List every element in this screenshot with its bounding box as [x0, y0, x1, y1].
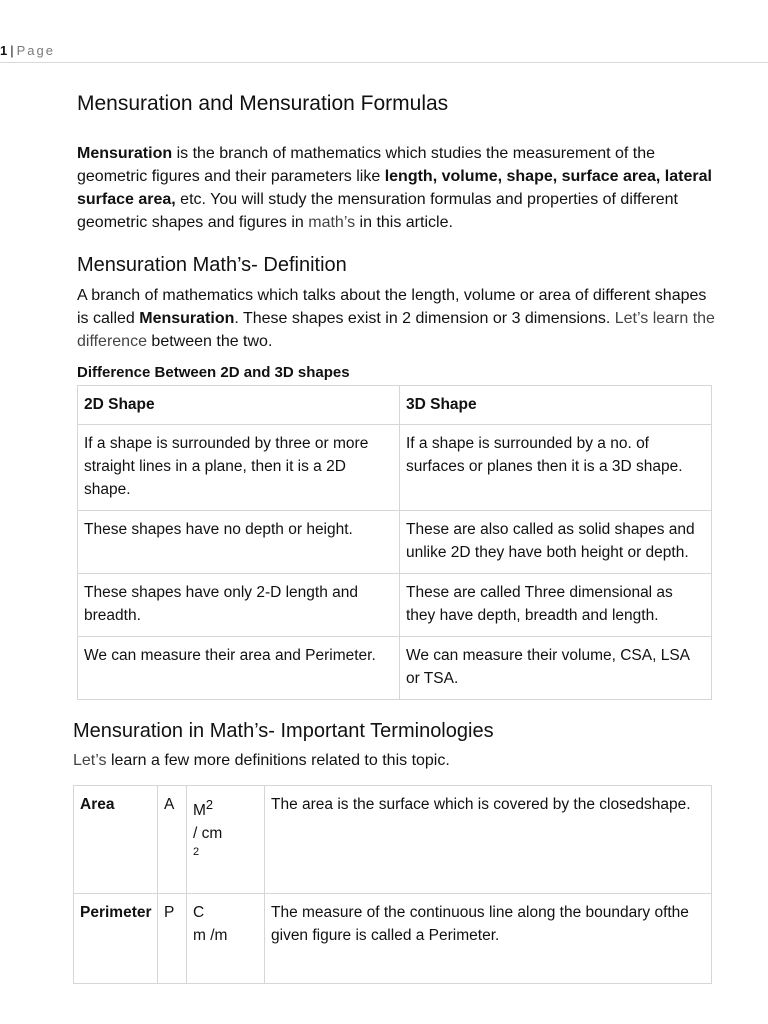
term-description: The measure of the continuous line along the boundary ofthe given figure is called a Perimeter.: [265, 894, 712, 984]
table-row: [74, 786, 712, 894]
unit-line-2: m /m: [193, 927, 228, 944]
cell-3d: These are also called as solid shapes and unlike 2D they have both height or depth.: [400, 511, 712, 574]
terminology-table: [73, 785, 712, 984]
header-3d: 3D Shape: [400, 386, 712, 425]
table-header-row: [78, 386, 712, 425]
table-row: [78, 637, 712, 700]
cell-3d: If a shape is surrounded by a no. of surfaces or planes then it is a 3D shape.: [400, 425, 712, 511]
cell-2d: These shapes have only 2-D length and breadth.: [78, 574, 400, 637]
document-body: [73, 88, 717, 984]
terminology-heading: Mensuration in Math’s- Important Terminologies: [73, 720, 494, 742]
unit-superscript: 2: [205, 797, 214, 812]
difference-table: [77, 385, 712, 700]
page-word: Page: [16, 43, 55, 58]
terminology-intro-lets: Let’s: [73, 752, 107, 769]
intro-maths-link[interactable]: math’s: [308, 214, 356, 231]
intro-text-3: in this article.: [355, 214, 453, 231]
term-unit: [187, 894, 265, 984]
cell-2d: We can measure their area and Perimeter.: [78, 637, 400, 700]
unit-line-3: 2: [193, 846, 200, 859]
table-row: [74, 894, 712, 984]
page-separator: |: [10, 43, 14, 58]
intro-text-2: etc. You will study the mensuration formulas and properties of different geometric shapes and figures in: [77, 191, 678, 231]
definition-heading: Mensuration Math’s- Definition: [77, 254, 347, 276]
cell-2d: These shapes have no depth or height.: [78, 511, 400, 574]
definition-term: Mensuration: [139, 310, 235, 327]
unit-main: C: [193, 904, 205, 921]
table-row: [78, 511, 712, 574]
intro-term: Mensuration: [77, 145, 173, 162]
table-row: [78, 425, 712, 511]
cell-3d: These are called Three dimensional as they have depth, breadth and length.: [400, 574, 712, 637]
table-row: [78, 574, 712, 637]
intro-bold-params: length, volume, shape, surface area, lateral surface area,: [77, 168, 712, 208]
terminology-intro: [73, 749, 717, 772]
definition-link[interactable]: Let’s learn the difference: [77, 310, 715, 350]
intro-paragraph: [77, 142, 717, 234]
unit-main: M: [193, 802, 206, 820]
cell-2d: If a shape is surrounded by three or more straight lines in a plane, then it is a 2D shape.: [78, 425, 400, 511]
document-title: Mensuration and Mensuration Formulas: [77, 92, 449, 115]
cell-3d: We can measure their volume, CSA, LSA or TSA.: [400, 637, 712, 700]
definition-paragraph: [77, 284, 717, 353]
definition-text-2: . These shapes exist in 2 dimension or 3 dimensions.: [234, 310, 615, 327]
term-abbreviation: A: [158, 786, 187, 894]
unit-line-2: / cm: [193, 825, 223, 843]
page-number: 1: [0, 43, 8, 58]
term-name: Perimeter: [74, 894, 158, 984]
definition-text-3: between the two.: [146, 333, 273, 350]
definition-text-1: A branch of mathematics which talks about the length, volume or area of different shapes is called: [77, 287, 707, 327]
terminology-intro-text: learn a few more definitions related to this topic.: [106, 752, 450, 769]
term-description: The area is the surface which is covered by the closedshape.: [265, 786, 712, 894]
page-header: [0, 40, 768, 63]
term-abbreviation: P: [158, 894, 187, 984]
intro-text-1: is the branch of mathematics which studies the measurement of the geometric figures and their parameters like: [77, 145, 656, 185]
term-unit: [187, 786, 265, 894]
header-2d: 2D Shape: [78, 386, 400, 425]
difference-table-caption: Difference Between 2D and 3D shapes: [77, 364, 350, 381]
term-name: Area: [74, 786, 158, 894]
